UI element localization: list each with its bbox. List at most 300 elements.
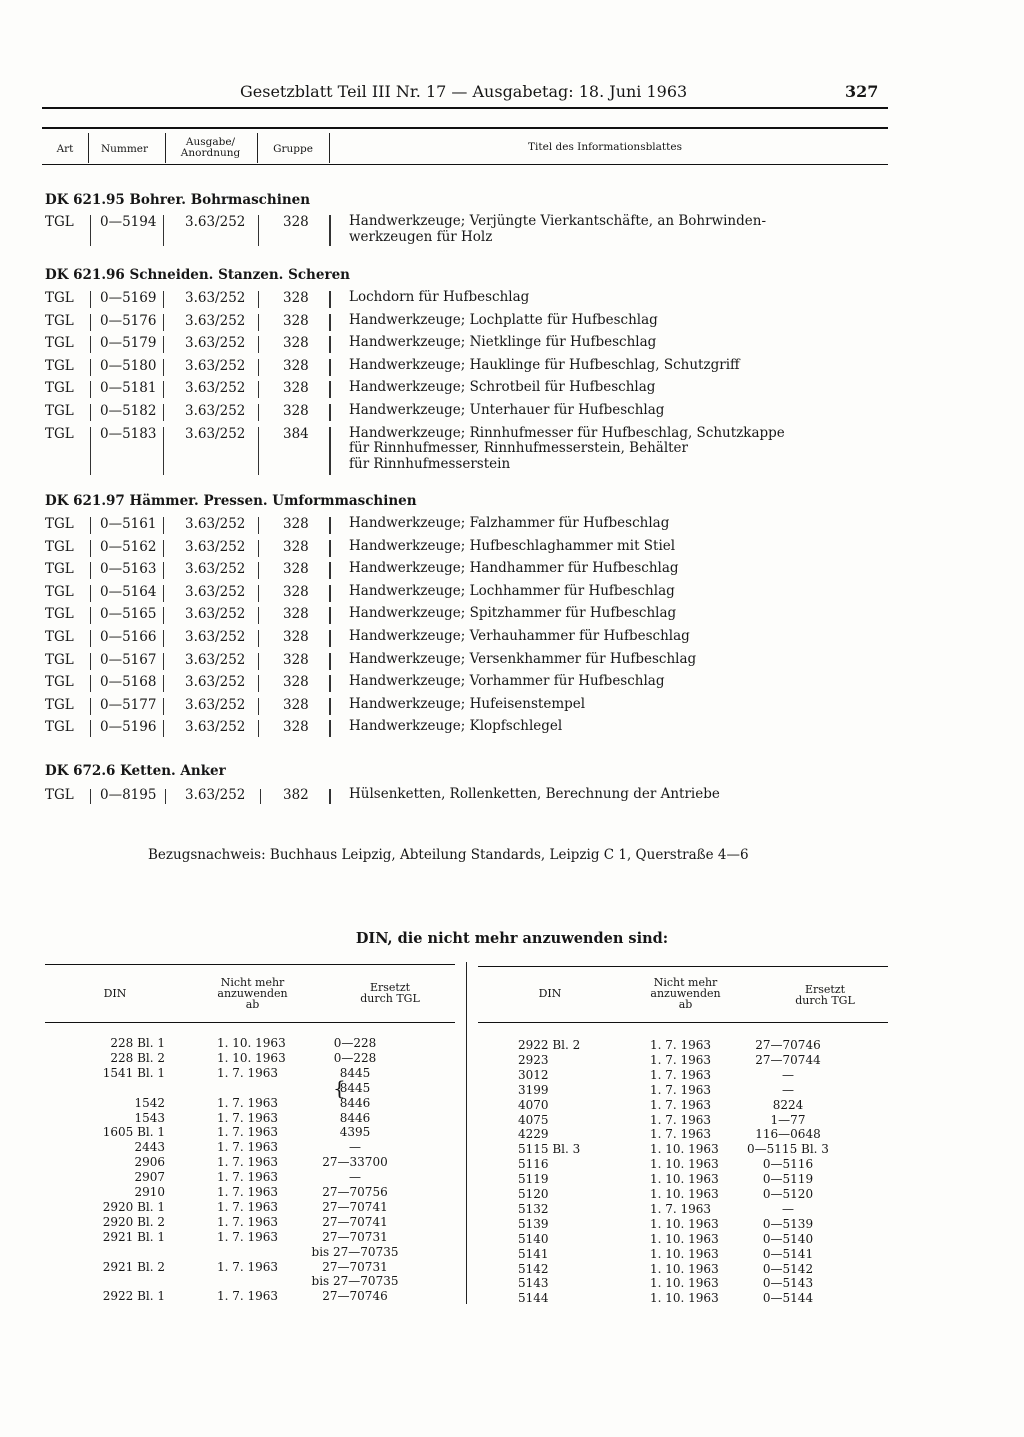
col-divider xyxy=(258,630,259,647)
row-number: 0—5182 xyxy=(100,403,157,419)
din-left-head-rule xyxy=(45,1022,455,1023)
brace-mark: { xyxy=(333,1076,346,1100)
row-art: TGL xyxy=(45,787,74,803)
din-number: 5142 xyxy=(518,1261,549,1276)
col-divider xyxy=(163,698,164,715)
din-row xyxy=(478,1038,888,1053)
col-divider xyxy=(163,215,164,246)
din-row xyxy=(478,1068,888,1083)
din-number: 2920 Bl. 2 xyxy=(102,1214,165,1229)
row-ausgabe: 3.63/252 xyxy=(185,538,246,555)
din-row xyxy=(478,1053,888,1068)
row-gruppe: 384 xyxy=(283,425,309,442)
din-replacement: 0—228 xyxy=(333,1050,377,1065)
din-row xyxy=(478,1172,888,1187)
col-divider xyxy=(329,720,331,737)
col-divider xyxy=(258,540,259,557)
head-line: anzuwenden xyxy=(217,987,288,1000)
din-number: 5132 xyxy=(518,1201,549,1216)
din-number: 2923 xyxy=(518,1052,549,1067)
row-gruppe: 382 xyxy=(283,787,309,803)
col-divider xyxy=(258,720,259,737)
col-divider xyxy=(90,562,91,579)
row-title xyxy=(349,313,658,329)
din-number: 5141 xyxy=(518,1246,549,1261)
row-gruppe: 328 xyxy=(283,606,309,623)
din-date: 1. 10. 1963 xyxy=(650,1142,719,1157)
table-row xyxy=(0,424,1024,472)
table-row xyxy=(0,584,1024,606)
col-divider xyxy=(90,540,91,557)
din-number: 5144 xyxy=(518,1291,549,1306)
row-title-line: Handwerkzeuge; Versenkhammer für Hufbeschlag xyxy=(349,650,697,667)
col-divider xyxy=(90,607,91,624)
row-title-line: Lochdorn für Hufbeschlag xyxy=(349,289,530,305)
din-number: 228 Bl. 2 xyxy=(110,1050,165,1065)
row-title-line: Handwerkzeuge; Hufbeschlaghammer mit Stiel xyxy=(349,537,676,554)
col-divider xyxy=(329,336,331,353)
section-heading: DK 621.95 Bohrer. Bohrmaschinen xyxy=(45,192,311,208)
row-ausgabe: 3.63/252 xyxy=(185,335,246,352)
table-row xyxy=(0,719,1024,741)
row-art: TGL xyxy=(45,290,74,306)
table-row xyxy=(0,335,1024,357)
din-number: 1543 xyxy=(134,1110,165,1125)
col-divider xyxy=(90,314,91,331)
row-number: 0—5168 xyxy=(100,674,157,691)
col-divider xyxy=(90,427,91,476)
col-divider xyxy=(90,698,91,715)
col-divider xyxy=(90,291,91,308)
din-replacement: 0—5139 xyxy=(762,1216,814,1231)
din-right-head-ersetzt xyxy=(780,984,870,1006)
table-row xyxy=(0,606,1024,628)
din-replacement: 27—70741 xyxy=(322,1199,388,1214)
col-divider xyxy=(163,427,164,476)
din-row xyxy=(45,1076,455,1100)
din-replacement: bis 27—70735 xyxy=(311,1274,399,1289)
din-number: 2921 Bl. 1 xyxy=(102,1229,165,1244)
din-replacement: 0—5141 xyxy=(762,1246,814,1261)
row-number: 0—5194 xyxy=(100,214,157,230)
row-gruppe: 328 xyxy=(283,538,309,555)
din-right-head-nicht xyxy=(638,977,733,1010)
head-line: durch TGL xyxy=(360,992,420,1005)
row-ausgabe: 3.63/252 xyxy=(185,403,246,419)
din-date: 1. 7. 1963 xyxy=(217,1065,279,1080)
col-divider xyxy=(163,675,164,692)
col-divider xyxy=(258,215,259,246)
din-date: 1. 7. 1963 xyxy=(217,1110,279,1125)
row-art: TGL xyxy=(45,651,74,668)
col-divider xyxy=(258,675,259,692)
din-replacement: 27—70746 xyxy=(322,1289,388,1304)
head-line: ab xyxy=(245,998,260,1011)
row-title-line: Handwerkzeuge; Rinnhufmesser für Hufbeschlag, Schutzkappe xyxy=(349,424,785,441)
row-title-line: Handwerkzeuge; Vorhammer für Hufbeschlag xyxy=(349,673,665,690)
din-date: 1. 10. 1963 xyxy=(217,1036,286,1050)
col-divider xyxy=(90,215,91,246)
row-gruppe: 328 xyxy=(283,561,309,578)
section-heading: DK 672.6 Ketten. Anker xyxy=(45,763,226,779)
din-row xyxy=(45,1274,455,1289)
col-divider xyxy=(329,291,331,308)
din-replacement: 27—33700 xyxy=(322,1155,388,1170)
din-number: 4075 xyxy=(518,1112,549,1127)
din-replacement: 27—70756 xyxy=(322,1185,388,1199)
din-left-top-rule xyxy=(45,964,455,965)
col-divider xyxy=(329,359,331,376)
row-number: 0—5162 xyxy=(100,538,157,555)
din-date: 1. 10. 1963 xyxy=(650,1246,719,1261)
din-replacement: 0—5120 xyxy=(762,1187,814,1201)
din-number: 4070 xyxy=(518,1097,549,1112)
row-number: 0—5181 xyxy=(100,380,157,397)
din-number: 4229 xyxy=(518,1127,549,1142)
table-row xyxy=(0,313,1024,335)
col-divider xyxy=(329,630,331,647)
din-number: 2922 Bl. 1 xyxy=(102,1289,165,1304)
col-divider xyxy=(165,789,166,804)
din-row xyxy=(478,1157,888,1172)
col-header-gruppe: Gruppe xyxy=(273,143,313,155)
din-date: 1. 10. 1963 xyxy=(650,1187,719,1201)
din-number: 1605 Bl. 1 xyxy=(102,1125,165,1140)
din-replacement: — xyxy=(349,1140,361,1155)
row-title xyxy=(349,652,696,668)
row-title-line: Handwerkzeuge; Nietklinge für Hufbeschlag xyxy=(349,334,657,351)
din-date: 1. 7. 1963 xyxy=(650,1127,712,1142)
col-divider xyxy=(90,336,91,353)
head-line: Nicht mehr xyxy=(653,976,718,989)
din-right-top-rule xyxy=(478,966,888,967)
row-number: 0—5177 xyxy=(100,696,157,713)
din-number: 228 Bl. 1 xyxy=(110,1036,165,1050)
din-replacement: 27—70746 xyxy=(755,1038,821,1052)
col-divider xyxy=(163,381,164,398)
table-row xyxy=(0,380,1024,402)
row-gruppe: 328 xyxy=(283,516,309,532)
din-number: 3012 xyxy=(518,1067,549,1082)
din-date: 1. 7. 1963 xyxy=(650,1201,712,1216)
din-number: 5140 xyxy=(518,1231,549,1246)
din-row xyxy=(478,1262,888,1277)
section-heading: DK 621.97 Hämmer. Pressen. Umformmaschinen xyxy=(45,493,417,509)
col-divider xyxy=(329,133,330,163)
row-title xyxy=(349,539,675,555)
din-date: 1. 7. 1963 xyxy=(650,1082,712,1097)
row-art: TGL xyxy=(45,214,74,230)
din-date: 1. 7. 1963 xyxy=(217,1170,279,1185)
section-heading: DK 621.96 Schneiden. Stanzen. Scheren xyxy=(45,267,350,283)
din-number: 2922 Bl. 2 xyxy=(518,1038,581,1052)
row-art: TGL xyxy=(45,719,74,736)
din-date: 1. 7. 1963 xyxy=(217,1185,279,1199)
din-right-head-din: DIN xyxy=(538,987,562,1000)
din-replacement: 116—0648 xyxy=(755,1127,821,1142)
din-row xyxy=(478,1247,888,1262)
col-divider xyxy=(90,517,91,534)
col-divider xyxy=(88,133,89,163)
row-art: TGL xyxy=(45,312,74,329)
row-number: 0—5163 xyxy=(100,561,157,578)
row-number: 0—5180 xyxy=(100,357,157,374)
table-header-rule xyxy=(42,164,888,165)
din-row xyxy=(478,1291,888,1306)
din-date: 1. 10. 1963 xyxy=(650,1276,719,1291)
din-row xyxy=(45,1260,455,1275)
din-replacement: 0—5143 xyxy=(762,1276,814,1291)
row-title xyxy=(349,561,679,577)
col-header-titel: Titel des Informationsblattes xyxy=(528,141,682,153)
row-title-line: Handwerkzeuge; Unterhauer für Hufbeschlag xyxy=(349,402,665,418)
row-gruppe: 328 xyxy=(283,335,309,352)
din-replacement: 8446 xyxy=(339,1095,371,1110)
head-line: anzuwenden xyxy=(650,987,721,1000)
col-divider xyxy=(163,336,164,353)
row-art: TGL xyxy=(45,425,74,442)
table-row xyxy=(0,403,1024,425)
col-divider xyxy=(163,517,164,534)
col-divider xyxy=(258,336,259,353)
din-row xyxy=(45,1245,455,1260)
row-title xyxy=(349,697,585,713)
header-rule xyxy=(42,107,888,109)
din-replacement: 27—70731 xyxy=(322,1229,388,1244)
table-row xyxy=(0,652,1024,674)
din-date: 1. 7. 1963 xyxy=(217,1140,279,1155)
din-date: 1. 7. 1963 xyxy=(217,1199,279,1214)
col-divider xyxy=(90,789,91,804)
col-divider xyxy=(260,789,261,804)
din-replacement: 27—70744 xyxy=(755,1052,821,1067)
row-art: TGL xyxy=(45,335,74,352)
row-title-line: Handwerkzeuge; Klopfschlegel xyxy=(349,718,563,735)
col-divider xyxy=(258,607,259,624)
din-left-head-ersetzt xyxy=(345,982,435,1004)
col-divider xyxy=(90,720,91,737)
din-row xyxy=(45,1111,455,1126)
col-divider xyxy=(163,359,164,376)
row-ausgabe: 3.63/252 xyxy=(185,357,246,374)
row-gruppe: 328 xyxy=(283,290,309,306)
row-gruppe: 328 xyxy=(283,380,309,397)
col-divider xyxy=(90,585,91,602)
din-date: 1. 7. 1963 xyxy=(217,1125,279,1140)
din-row xyxy=(45,1200,455,1215)
col-divider xyxy=(329,381,331,398)
row-gruppe: 328 xyxy=(283,214,309,230)
col-divider xyxy=(257,133,258,163)
col-header-ausgabe-line1: Ausgabe/ xyxy=(185,136,236,148)
din-date: 1. 10. 1963 xyxy=(217,1050,286,1065)
din-date: 1. 10. 1963 xyxy=(650,1216,719,1231)
row-ausgabe: 3.63/252 xyxy=(185,516,246,532)
din-number: 2920 Bl. 1 xyxy=(102,1199,165,1214)
col-divider xyxy=(329,562,331,579)
table-row xyxy=(0,516,1024,538)
din-row xyxy=(45,1289,455,1304)
din-row xyxy=(45,1036,455,1051)
head-line: Ersetzt xyxy=(804,983,846,996)
col-divider xyxy=(163,720,164,737)
row-ausgabe: 3.63/252 xyxy=(185,629,246,645)
din-replacement: 27—70731 xyxy=(322,1259,388,1274)
col-divider xyxy=(329,585,331,602)
din-row xyxy=(478,1113,888,1128)
col-divider xyxy=(258,404,259,421)
row-title-line: Handwerkzeuge; Lochhammer für Hufbeschlag xyxy=(349,582,675,599)
din-row xyxy=(478,1187,888,1202)
din-row xyxy=(478,1217,888,1232)
din-row xyxy=(478,1098,888,1113)
row-title-line: Handwerkzeuge; Spitzhammer für Hufbeschlag xyxy=(349,605,677,622)
din-date: 1. 7. 1963 xyxy=(650,1067,712,1082)
row-gruppe: 328 xyxy=(283,312,309,329)
row-gruppe: 328 xyxy=(283,719,309,736)
col-divider xyxy=(90,630,91,647)
row-title-line: Handwerkzeuge; Hufeisenstempel xyxy=(349,695,586,712)
din-replacement: 0—5140 xyxy=(762,1231,814,1246)
row-number: 0—5164 xyxy=(100,583,157,600)
col-divider xyxy=(163,540,164,557)
row-title xyxy=(349,629,690,645)
col-divider xyxy=(329,675,331,692)
din-date: 1. 7. 1963 xyxy=(650,1097,712,1112)
col-divider xyxy=(329,607,331,624)
row-gruppe: 328 xyxy=(283,583,309,600)
table-row xyxy=(0,787,1024,809)
din-center-divider xyxy=(466,962,467,1304)
row-art: TGL xyxy=(45,674,74,691)
din-date: 1. 7. 1963 xyxy=(217,1155,279,1170)
row-ausgabe: 3.63/252 xyxy=(185,290,246,306)
din-date: 1. 10. 1963 xyxy=(650,1172,719,1187)
din-date: 1. 7. 1963 xyxy=(650,1112,712,1127)
row-art: TGL xyxy=(45,380,74,397)
col-divider xyxy=(258,427,259,476)
head-line: Nicht mehr xyxy=(220,976,285,989)
table-row xyxy=(0,697,1024,719)
din-replacement: 0—5142 xyxy=(762,1261,814,1276)
table-row xyxy=(0,539,1024,561)
row-title-line: für Rinnhufmesserstein xyxy=(349,455,511,472)
row-art: TGL xyxy=(45,357,74,374)
row-art: TGL xyxy=(45,606,74,623)
col-divider xyxy=(163,585,164,602)
row-ausgabe: 3.63/252 xyxy=(185,651,246,668)
din-row xyxy=(478,1083,888,1098)
row-title xyxy=(349,335,656,351)
col-divider xyxy=(329,427,331,476)
col-divider xyxy=(90,404,91,421)
col-divider xyxy=(258,562,259,579)
col-divider xyxy=(90,359,91,376)
din-row xyxy=(45,1230,455,1245)
col-divider xyxy=(258,585,259,602)
din-row xyxy=(478,1127,888,1142)
row-ausgabe: 3.63/252 xyxy=(185,425,246,442)
row-title xyxy=(349,426,785,473)
source-note: Bezugsnachweis: Buchhaus Leipzig, Abteilung Standards, Leipzig C 1, Querstraße 4—6 xyxy=(148,847,749,863)
col-header-art: Art xyxy=(56,143,74,155)
row-number: 0—5196 xyxy=(100,719,157,736)
din-row xyxy=(45,1125,455,1140)
row-title-line: Handwerkzeuge; Verhauhammer für Hufbeschlag xyxy=(349,628,690,644)
col-header-nummer: Nummer xyxy=(100,143,149,155)
din-number: 5119 xyxy=(518,1172,549,1187)
din-number: 3199 xyxy=(518,1082,549,1097)
row-title xyxy=(349,380,655,396)
col-divider xyxy=(258,359,259,376)
row-title xyxy=(349,606,676,622)
col-divider xyxy=(329,517,331,534)
din-number: 5116 xyxy=(518,1157,549,1172)
head-line: ab xyxy=(678,998,693,1011)
row-title xyxy=(349,719,562,735)
din-left-head-nicht xyxy=(205,977,300,1010)
din-row xyxy=(478,1276,888,1291)
din-replacement: 0—5116 xyxy=(762,1157,814,1172)
row-art: TGL xyxy=(45,516,74,532)
row-art: TGL xyxy=(45,696,74,713)
din-number: 1541 Bl. 1 xyxy=(102,1065,165,1080)
col-divider xyxy=(163,607,164,624)
row-number: 0—8195 xyxy=(100,787,157,803)
col-divider xyxy=(90,675,91,692)
row-title xyxy=(349,674,665,690)
col-divider xyxy=(258,698,259,715)
row-art: TGL xyxy=(45,561,74,578)
row-number: 0—5161 xyxy=(100,516,157,532)
din-date: 1. 7. 1963 xyxy=(217,1095,279,1110)
din-replacement: 8224 xyxy=(772,1097,804,1112)
col-divider xyxy=(329,653,331,670)
din-replacement: 27—70741 xyxy=(322,1214,388,1229)
din-number: 5139 xyxy=(518,1216,549,1231)
row-number: 0—5183 xyxy=(100,425,157,442)
row-title xyxy=(349,358,740,374)
din-date: 1. 7. 1963 xyxy=(217,1229,279,1244)
row-title-line: für Rinnhufmesser, Rinnhufmesserstein, Behälter xyxy=(349,440,689,457)
din-row xyxy=(478,1202,888,1217)
row-title: Handwerkzeuge; Verjüngte Vierkantschäfte, an Bohrwinden- werkzeugen für Holz xyxy=(349,213,767,245)
din-date: 1. 7. 1963 xyxy=(217,1214,279,1229)
row-ausgabe: 3.63/252 xyxy=(185,787,246,803)
row-gruppe: 328 xyxy=(283,357,309,374)
col-divider xyxy=(258,381,259,398)
din-replacement: 0—5119 xyxy=(762,1172,814,1187)
row-title xyxy=(349,403,664,419)
col-divider xyxy=(258,291,259,308)
row-art: TGL xyxy=(45,538,74,555)
din-replacement: bis 27—70735 xyxy=(311,1244,399,1259)
table-top-rule xyxy=(42,127,888,129)
din-replacement: 0—5115 Bl. 3 xyxy=(747,1142,829,1157)
row-number: 0—5167 xyxy=(100,651,157,668)
col-divider xyxy=(258,314,259,331)
row-gruppe: 328 xyxy=(283,629,309,645)
row-title-line: Handwerkzeuge; Falzhammer für Hufbeschlag xyxy=(349,515,670,531)
col-divider xyxy=(258,653,259,670)
din-date: 1. 10. 1963 xyxy=(650,1261,719,1276)
din-table-title: DIN, die nicht mehr anzuwenden sind: xyxy=(355,930,669,947)
row-gruppe: 328 xyxy=(283,674,309,691)
din-number: 2910 xyxy=(134,1185,165,1199)
din-number: 5143 xyxy=(518,1276,549,1291)
row-gruppe: 328 xyxy=(283,696,309,713)
table-row xyxy=(0,290,1024,312)
